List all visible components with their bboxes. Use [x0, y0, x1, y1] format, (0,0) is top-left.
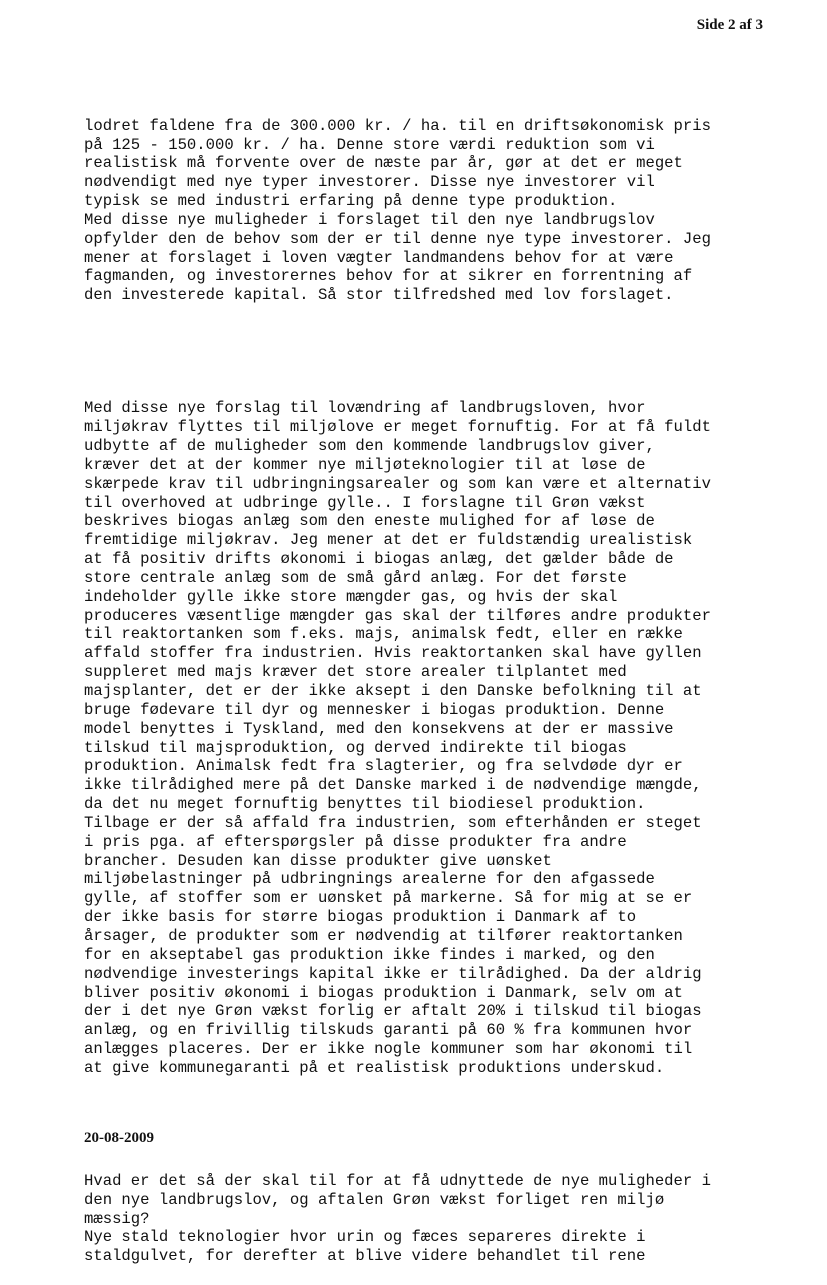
- text-line: årsager, de produkter som er nødvendig at tilfører reaktortanken: [84, 926, 683, 945]
- document-date: 20-08-2009: [84, 1130, 154, 1146]
- text-line: gylle, af stoffer som er uønsket på markerne. Så for mig at se er: [84, 889, 693, 908]
- text-line: indeholder gylle ikke store mængder gas, og hvis der skal: [84, 587, 618, 606]
- text-line: realistisk må forvente over de næste par år, gør at det er meget: [84, 154, 683, 173]
- text-line: at få positiv drifts økonomi i biogas anlæg, det gælder både de: [84, 550, 674, 569]
- text-line: Tilbage er der så affald fra industrien, som efterhånden er steget: [84, 813, 702, 832]
- text-line: Med disse nye muligheder i forslaget til den nye landbrugslov: [84, 210, 655, 229]
- text-line: Hvad er det så der skal til for at få udnyttede de nye muligheder i: [84, 1171, 711, 1190]
- text-line: anlægges placeres. Der er ikke nogle kommuner som har økonomi til: [84, 1040, 693, 1059]
- text-line: da det nu meget fornuftig benyttes til biodiesel produktion.: [84, 795, 646, 814]
- text-line: model benyttes i Tyskland, med den konsekvens at der er massive: [84, 719, 674, 738]
- text-line: store centrale anlæg som de små gård anlæg. For det første: [84, 568, 627, 587]
- text-line: fremtidige miljøkrav. Jeg mener at det er fuldstændig urealistisk: [84, 531, 693, 550]
- text-line: affald stoffer fra industrien. Hvis reaktortanken skal have gyllen: [84, 644, 702, 663]
- text-line: produktion. Animalsk fedt fra slagterier, og fra selvdøde dyr er: [84, 757, 683, 776]
- text-line: brancher. Desuden kan disse produkter give uønsket: [84, 851, 552, 870]
- paragraph-1: [84, 117, 804, 305]
- text-line: beskrives biogas anlæg som den eneste mulighed for af løse de: [84, 512, 655, 531]
- text-line: at give kommunegaranti på et realistisk produktions underskud.: [84, 1058, 665, 1077]
- text-line: kræver det at der kommer nye miljøteknologier til at løse de: [84, 455, 646, 474]
- text-line: majsplanter, det er der ikke aksept i den Danske befolkning til at: [84, 682, 702, 700]
- text-line: bruge fødevare til dyr og mennesker i biogas produktion. Denne: [84, 700, 665, 719]
- paragraph-spacer: [84, 1115, 804, 1134]
- text-line: produceres væsentlige mængder gas skal der tilføres andre produkter: [84, 606, 711, 625]
- page-number: Side 2 af 3: [696, 17, 763, 33]
- text-line: til reaktortanken som f.eks. majs, animalsk fedt, eller en række: [84, 625, 683, 644]
- text-line: mæssig?: [84, 1209, 150, 1228]
- text-line: der i det nye Grøn vækst forlig er aftalt 20% i tilskud til biogas: [84, 1002, 702, 1021]
- text-line: bliver positiv økonomi i biogas produktion i Danmark, selv om at: [84, 983, 683, 1002]
- text-line: staldgulvet, for derefter at blive videre behandlet til rene: [84, 1247, 646, 1266]
- text-line: til overhoved at udbringe gylle.. I forslagne til Grøn vækst: [84, 493, 646, 512]
- text-line: typisk se med industri erfaring på denne type produktion.: [84, 192, 618, 211]
- text-line: opfylder den de behov som der er til denne nye type investorer. Jeg: [84, 229, 711, 248]
- text-line: tilskud til majsproduktion, og derved indirekte til biogas: [84, 738, 627, 757]
- text-line: i pris pga. af efterspørgsler på disse produkter fra andre: [84, 832, 627, 851]
- text-line: for en akseptabel gas produktion ikke findes i marked, og den: [84, 945, 655, 964]
- text-line: udbytte af de muligheder som den kommende landbrugslov giver,: [84, 437, 655, 456]
- text-line: miljøkrav flyttes til miljølove er meget fornuftig. For at få fuldt: [84, 418, 711, 437]
- text-line: anlæg, og en frivillig tilskuds garanti på 60 % fra kommunen hvor: [84, 1021, 693, 1040]
- text-line: den investerede kapital. Så stor tilfredshed med lov forslaget.: [84, 286, 674, 305]
- paragraph-spacer: [84, 343, 804, 362]
- text-line: Med disse nye forslag til lovændring af landbrugsloven, hvor: [84, 399, 646, 418]
- text-line: mener at forslaget i loven vægter landmandens behov for at være: [84, 248, 674, 267]
- text-line: suppleret med majs kræver det store arealer tilplantet med: [84, 663, 627, 682]
- text-line: ikke tilrådighed mere på det Danske marked i de nødvendige mængde,: [84, 776, 702, 795]
- text-line: miljøbelastninger på udbringnings arealerne for den afgassede: [84, 870, 655, 889]
- text-line: nødvendige investerings kapital ikke er tilrådighed. Da der aldrig: [84, 964, 702, 983]
- paragraph-3: [84, 1172, 804, 1266]
- text-line: lodret faldene fra de 300.000 kr. / ha. til en driftsøkonomisk pris: [84, 116, 711, 135]
- text-line: Nye stald teknologier hvor urin og fæces separeres direkte i: [84, 1228, 646, 1247]
- text-line: der ikke basis for større biogas produktion i Danmark af to: [84, 908, 637, 927]
- text-line: fagmanden, og investorernes behov for at sikrer en forrentning af: [84, 267, 693, 286]
- document-body: [84, 79, 804, 1285]
- text-line: den nye landbrugslov, og aftalen Grøn vækst forliget ren miljø: [84, 1190, 665, 1209]
- text-line: nødvendigt med nye typer investorer. Disse nye investorer vil: [84, 173, 655, 192]
- paragraph-2: [84, 399, 804, 1077]
- text-line: skærpede krav til udbringningsarealer og som kan være et alternativ: [84, 474, 711, 493]
- text-line: på 125 - 150.000 kr. / ha. Denne store værdi reduktion som vi: [84, 135, 655, 154]
